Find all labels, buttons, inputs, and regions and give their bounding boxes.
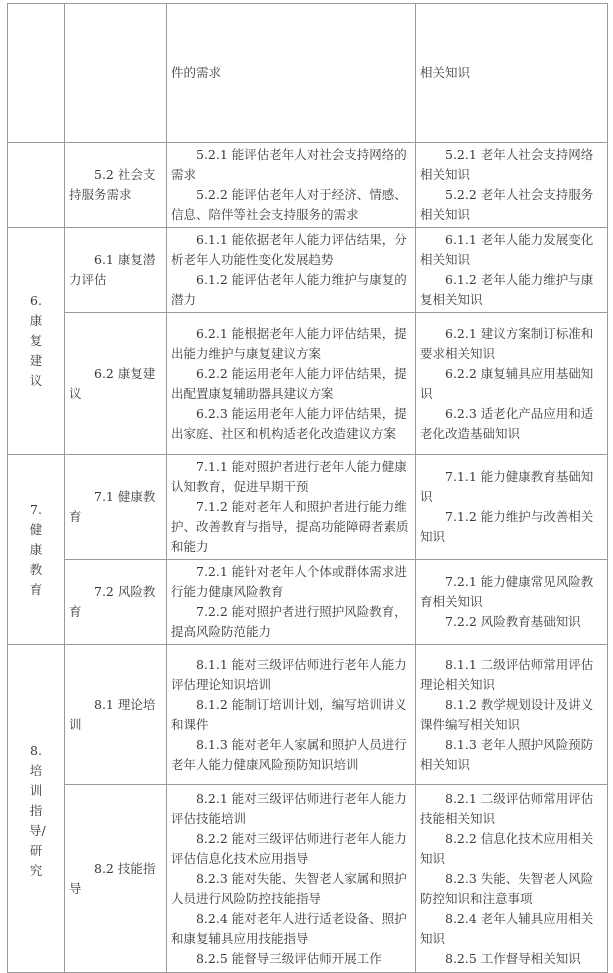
table-row	[8, 313, 608, 455]
knowledge-item: 6.1.2 老年人能力维护与康复相关知识	[420, 272, 594, 307]
knowledge-item: 8.2.4 老年人辅具应用相关知识	[420, 910, 594, 946]
skill-item: 6.2.1 能根据老年人能力评估结果，提出能力维护与康复建议方案	[171, 325, 407, 361]
category-label: 7.健康教育	[29, 501, 43, 597]
skill-item: 8.2.4 能对老年人进行适老设备、照护和康复辅具应用技能指导	[171, 910, 407, 946]
knowledge-cell	[416, 645, 608, 785]
knowledge-cell	[416, 143, 608, 228]
skill-item: 7.2.2 能对照护者进行照护风险教育，提高风险防范能力	[171, 604, 407, 639]
knowledge-item: 5.2.2 老年人社会支持服务相关知识	[420, 187, 594, 222]
knowledge-item: 5.2.1 老年人社会支持网络相关知识	[420, 147, 594, 182]
skill-item: 6.1.2 能评估老年人能力维护与康复的潜力	[171, 272, 407, 307]
knowledge-item: 6.2.2 康复辅具应用基础知识	[420, 365, 594, 401]
knowledge-item: 7.2.1 能力健康常见风险教育相关知识	[420, 574, 594, 609]
subcategory-cell: 7.1 健康教育	[65, 455, 167, 560]
subcategory-cell: 5.2 社会支持服务需求	[65, 143, 167, 228]
skills-cell	[167, 228, 416, 313]
skills-cell	[167, 313, 416, 455]
subcategory-cell: 7.2 风险教育	[65, 560, 167, 645]
knowledge-item: 7.1.2 能力维护与改善相关知识	[420, 509, 594, 544]
knowledge-item: 8.2.2 信息化技术应用相关知识	[420, 830, 594, 866]
subcategory-cell: 6.2 康复建议	[65, 313, 167, 455]
skill-item: 6.1.1 能依据老年人能力评估结果，分析老年人功能性变化发展趋势	[171, 232, 407, 267]
knowledge-item: 8.1.2 教学规划设计及讲义课件编写相关知识	[420, 696, 594, 732]
knowledge-item: 相关知识	[420, 65, 471, 80]
skills-cell	[167, 455, 416, 560]
skill-item: 7.1.2 能对老年人和照护者进行能力维护、改善教育与指导，提高功能障碍者素质和能力	[171, 499, 409, 554]
category-cell	[8, 4, 65, 143]
knowledge-item: 8.2.5 工作督导相关知识	[445, 950, 581, 966]
knowledge-cell	[416, 455, 608, 560]
skill-item: 5.2.1 能评估老年人对社会支持网络的需求	[171, 147, 407, 182]
knowledge-item: 7.2.2 风险教育基础知识	[445, 614, 581, 629]
skills-cell	[167, 4, 416, 143]
skill-item: 7.2.1 能针对老年人个体或群体需求进行能力健康风险教育	[171, 564, 407, 599]
knowledge-item: 7.1.1 能力健康教育基础知识	[420, 469, 594, 504]
table-row	[8, 560, 608, 645]
skill-item: 7.1.1 能对照护者进行老年人能力健康认知教育，促进早期干预	[171, 459, 407, 494]
table-row	[8, 455, 608, 560]
skill-item: 6.2.3 能运用老年人能力评估结果，提出家庭、社区和机构适老化改造建议方案	[171, 405, 407, 441]
skill-item: 5.2.2 能评估老年人对于经济、情感、信息、陪伴等社会支持服务的需求	[171, 187, 407, 222]
subcategory-cell: 8.1 理论培训	[65, 645, 167, 785]
skills-cell	[167, 560, 416, 645]
knowledge-cell	[416, 313, 608, 455]
knowledge-cell	[416, 228, 608, 313]
skills-cell	[167, 645, 416, 785]
knowledge-item: 8.2.1 二级评估师常用评估技能相关知识	[420, 790, 594, 826]
skill-item: 8.2.2 能对三级评估师进行老年人能力评估信息化技术应用指导	[171, 830, 407, 866]
skill-item: 8.1.2 能制订培训计划，编写培训讲义和课件	[171, 696, 407, 732]
category-cell-8	[8, 645, 65, 973]
category-label: 8.培训指导/研究	[29, 742, 46, 878]
table-row	[8, 785, 608, 973]
table-row	[8, 4, 608, 143]
skills-cell	[167, 143, 416, 228]
knowledge-item: 6.1.1 老年人能力发展变化相关知识	[420, 232, 594, 267]
skill-item: 8.1.1 能对三级评估师进行老年人能力评估理论知识培训	[171, 656, 407, 692]
category-cell-6	[8, 228, 65, 455]
skill-item: 8.2.3 能对失能、失智老人家属和照护人员进行风险防控技能指导	[171, 870, 407, 906]
skill-item: 件的需求	[171, 65, 222, 80]
knowledge-cell	[416, 4, 608, 143]
competency-table	[7, 3, 608, 973]
table-row	[8, 228, 608, 313]
skill-item: 8.1.3 能对老年人家属和照护人员进行老年人能力健康风险预防知识培训	[171, 736, 407, 772]
subcategory-cell: 6.1 康复潜力评估	[65, 228, 167, 313]
skill-item: 6.2.2 能运用老年人能力评估结果，提出配置康复辅助器具建议方案	[171, 365, 407, 401]
skill-item: 8.2.5 能督导三级评估师开展工作	[196, 950, 382, 966]
table-row	[8, 143, 608, 228]
skill-item: 8.2.1 能对三级评估师进行老年人能力评估技能培训	[171, 790, 407, 826]
subcategory-cell	[65, 4, 167, 143]
category-cell-7	[8, 455, 65, 645]
knowledge-item: 8.2.3 失能、失智老人风险防控知识和注意事项	[420, 870, 594, 906]
skills-cell	[167, 785, 416, 973]
knowledge-item: 6.2.1 建议方案制订标准和要求相关知识	[420, 325, 594, 361]
subcategory-cell: 8.2 技能指导	[65, 785, 167, 973]
knowledge-item: 6.2.3 适老化产品应用和适老化改造基础知识	[420, 405, 594, 441]
knowledge-item: 8.1.3 老年人照护风险预防相关知识	[420, 736, 594, 772]
knowledge-item: 8.1.1 二级评估师常用评估理论相关知识	[420, 656, 594, 692]
category-label: 6.康复建议	[29, 293, 43, 388]
knowledge-cell	[416, 560, 608, 645]
category-cell	[8, 143, 65, 228]
table-row	[8, 645, 608, 785]
knowledge-cell	[416, 785, 608, 973]
